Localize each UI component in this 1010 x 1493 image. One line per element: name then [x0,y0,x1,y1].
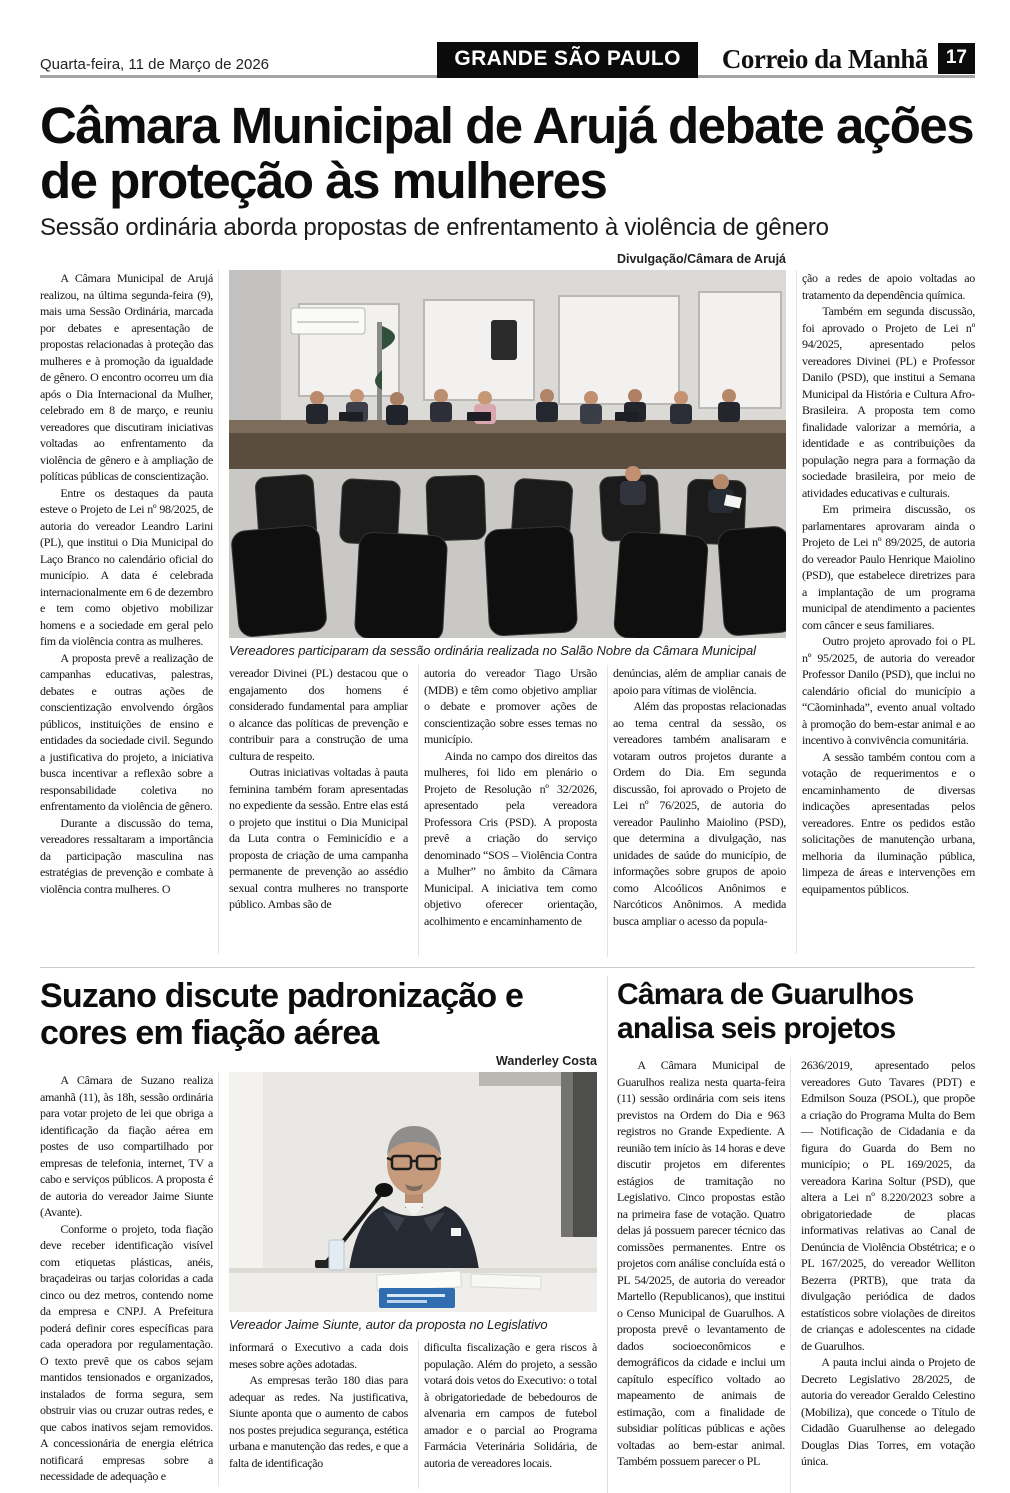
date-label: Quarta-feira, 11 de Março de 2026 [40,56,270,73]
bottom-section [40,967,975,1493]
paragraph: ção a redes de apoio voltadas ao tratamento da dependência química. [802,271,975,302]
story2-middle-columns [229,1339,597,1489]
paragraph: As empresas terão 180 dias para adequar as redes. Na justificativa, Siunte aponta que o aumento de cabos nos postes prejudica segurança, estética urbana e manutenção das redes, e que a falta de identificação [229,1373,408,1470]
paragraph: informará o Executivo a cada dois meses sobre ações adotadas. [229,1340,408,1371]
story2-headline: Suzano discute padronização e cores em fiação aérea [40,977,524,1053]
story3-headline: Câmara de Guarulhos analisa seis projetos [617,978,914,1045]
paragraph: Além das propostas relacionadas ao tema central da sessão, os vereadores também analisaram e votaram outros projetos durante a Ordem do Dia. Em segunda discussão, foi aprovado o Projeto de Lei nº 76/2025, de autoria do vereador Paulinho Maiolino (PSD), que determina a divulgação, nas unidades de saúde do município, de informações sobre grupos de apoio como Alcoólicos Anônimos e Narcóticos Anônimos. A medida busca ampliar o acesso da popula- [613,699,786,928]
section-banner: GRANDE SÃO PAULO [437,42,698,78]
body-column [40,270,219,954]
paragraph: Conforme o projeto, toda fiação deve receber identificação visível com etiquetas plásticas, anéis, braçadeiras ou tarjas coloridas a cada cinco ou dez metros, contendo nome da empresa e CNPJ. A Prefeitura poderá definir cores específicas para cada operadora por regulamentação. O texto prevê que os cabos sejam mantidos tensionados e organizados, instalados de forma segura, sem obstruir vias ou cruzar outras redes, e que cabos inativos sejam removidos. A concessionária de energia elétrica notificará empresas sobre a necessidade de adequação e [40,1221,213,1484]
body-column [40,1072,219,1486]
council-session-photo [229,270,786,638]
body-column [229,1339,408,1489]
paragraph: Ainda no campo dos direitos das mulheres, foi lido em plenário o Projeto de Resolução nº 32/2026, apresentado pela vereadora Professora Cris (PSD). A proposta prevê a criação do serviço denominado “SOS – Violência Contra a Mulher” no âmbito da Câmara Municipal. A iniciativa tem como objetivo oferecer orientação, acolhimento e encaminhamento de [424,748,597,928]
body-column [801,1057,975,1493]
paragraph: Em primeira discussão, os parlamentares aprovaram ainda o Projeto de Lei nº 89/2025, de autoria do vereador Paulo Henrique Maiolino (PSD), que estabelece diretrizes para a implantação de um programa municipal de atendimento a pacientes com câncer e seus familiares. [802,502,975,632]
photo-caption: Vereadores participaram da sessão ordinária realizada no Salão Nobre da Câmara Municipal [229,643,756,659]
paragraph: Também em segunda discussão, foi aprovado o Projeto de Lei nº 94/2025, apresentado pelos vereadores Divinei (PL) e Professor Danilo (PSD), que institui a Semana Municipal da História e Cultura Afro-Brasileira. A proposta tem como finalidade valorizar a memória, a identidade e as contribuições da população negra para a formação da sociedade brasileira, por meio de atividades educativas e culturais. [802,304,975,500]
paragraph: A Câmara Municipal de Arujá realizou, na última segunda-feira (9), mais uma Sessão Ordinária, marcada por debates e apresentação de propostas relacionadas à proteção das mulheres e à promoção da igualdade de gênero. O encontro ocorreu um dia após o Dia Internacional da Mulher, celebrado em 8 de março, e reuniu vereadores que discutiram iniciativas voltadas ao enfrentamento da violência de gênero e à ampliação de políticas públicas de conscientização. [40,271,213,484]
paragraph: autoria do vereador Tiago Ursão (MDB) e têm como objetivo ampliar o debate e promover ações de conscientização sobre esses temas no município. [424,666,597,747]
councilman-photo [229,1072,597,1312]
photo-credit: Wanderley Costa [496,1054,597,1069]
photo-caption: Vereador Jaime Siunte, autor da proposta no Legislativo [229,1317,548,1333]
paragraph: denúncias, além de ampliar canais de apoio para vítimas de violência. [613,666,786,697]
paragraph: A Câmara Municipal de Guarulhos realiza nesta quarta-feira (11) sessão ordinária com seis itens previstos na Ordem do Dia e 963 registros no Grande Expediente. A reunião tem início às 14 horas e deve discutir projetos em diferentes estágios de tramitação no Legislativo. Cinco propostas estão na primeira fase de votação. Quatro delas já possuem parecer técnico das comissões permanentes. Entre os projetos com análise concluída está o PL 54/2025, de autoria do vereador Martello (Republicanos), que institui o Censo Municipal de Guarulhos. A proposta prevê o levantamento de dados socioeconômicos e demográficos da cidade e inclui um capítulo específico voltado ao mapeamento de animais de estimação, com a finalidade de subsidiar políticas públicas e ações voltadas ao bem-estar animal. Também possuem parecer o PL [617,1058,785,1469]
page-number: 17 [938,43,975,74]
story2-middle [229,1072,597,1489]
body-column [617,1057,791,1493]
story2 [40,976,597,1493]
paragraph: Outras iniciativas voltadas à pauta feminina também foram apresentadas no expediente da sessão. Entre elas está o projeto que institui o Dia Municipal da Luta contra o Feminicídio e a proposta de criação de uma campanha permanente de prevenção ao assédio sexual contra mulheres no transporte público. Ambas são de [229,765,408,912]
body-column [796,270,975,954]
masthead: Correio da Manhã [721,44,928,74]
paragraph: A sessão também contou com a votação de requerimentos e o encaminhamento de diversas indicações apresentadas pelos vereadores. Entre os pedidos estão solicitações de manutenção urbana, melhoria da iluminação pública, limpeza de áreas e intervenções em equipamentos públicos. [802,749,975,896]
story1-middle [229,270,786,957]
paragraph: vereador Divinei (PL) destacou que o engajamento dos homens é considerado fundamental para ampliar o alcance das políticas de prevenção e contribuir para a construção de uma cultura de respeito. [229,666,408,763]
main-subhead: Sessão ordinária aborda propostas de enfrentamento à violência de gênero [40,214,829,242]
body-column [229,665,408,957]
story3 [607,976,975,1493]
story1-middle-columns [229,665,786,957]
paragraph: Durante a discussão do tema, vereadores ressaltaram a importância da participação masculina nas estratégias de prevenção e combate à violência contra mulheres. O [40,815,213,896]
story1-columns [40,270,975,957]
photo-credit: Divulgação/Câmara de Arujá [616,252,786,267]
paragraph: Outro projeto aprovado foi o PL nº 95/2025, de autoria do vereador Professor Danilo (PSD), que inclui no calendário oficial do município a “Cãominhada”, evento anual voltado à promoção do bem-estar animal e ao incentivo à convivência comunitária. [802,634,975,748]
paragraph: 2636/2019, apresentado pelos vereadores Guto Tavares (PDT) e Edmilson Souza (PSOL), que propõe a criação do Programa Multa do Bem — Notificação de Cidadania e da figura do Guarda do Bem no município; o PL 169/2025, da vereadora Karina Soltur (PSD), que altera a Lei nº 8.220/2023 sobre a obrigatoriedade de placas informativas relativas ao Canal de Denúncia de Violência Obstétrica; e o PL 167/2025, do vereador Welliton Bezerra (PRTB), que trata da divulgação periódica de dados estatísticos sobre violações de direitos de crianças e adolescentes na cidade de Guarulhos. [801,1058,975,1353]
story3-columns [617,1057,975,1493]
body-column [418,1339,597,1489]
paragraph: A pauta inclui ainda o Projeto de Decreto Legislativo 28/2025, de autoria do vereador Geraldo Celestino (Mobiliza), que concede o Título de Cidadão Guarulhense ao delegado Douglas Dias Torres, em votação única. [801,1355,975,1469]
body-column [607,665,786,957]
page-header [40,42,975,85]
paragraph: dificulta fiscalização e gera riscos à população. Além do projeto, a sessão votará dois vetos do Executivo: o total à obrigatoriedade de bebedouros de alvenaria em campos de futebol amador e o parcial ao Programa Farmácia Veterinária Solidária, de autoria de vereadores locais. [424,1340,597,1470]
main-headline: Câmara Municipal de Arujá debate ações de proteção às mulheres [40,97,974,209]
paragraph: Entre os destaques da pauta esteve o Projeto de Lei nº 98/2025, de autoria do vereador Leandro Larini (PL), que institui o Dia Municipal do Laço Branco no calendário oficial do município. A data é celebrada internacionalmente em 6 de dezembro e tem como objetivo mobilizar homens e a sociedade em geral pelo fim da violência contra as mulheres. [40,485,213,649]
paragraph: A proposta prevê a realização de campanhas educativas, palestras, debates e outras ações de conscientização envolvendo órgãos públicos, instituições de ensino e entidades da sociedade civil. Segundo a justificativa do projeto, a iniciativa busca incentivar a reflexão sobre a responsabilidade coletiva no enfrentamento da violência de gênero. [40,650,213,814]
paragraph: A Câmara de Suzano realiza amanhã (11), às 18h, sessão ordinária para votar projeto de lei que obriga a identificação da fiação aérea em postes de uso compartilhado por empresas de telefonia, internet, TV a cabo e serviços públicos. A proposta é de autoria do vereador Jaime Siunte (Avante). [40,1073,213,1220]
body-column [418,665,597,957]
story2-columns [40,1072,597,1489]
